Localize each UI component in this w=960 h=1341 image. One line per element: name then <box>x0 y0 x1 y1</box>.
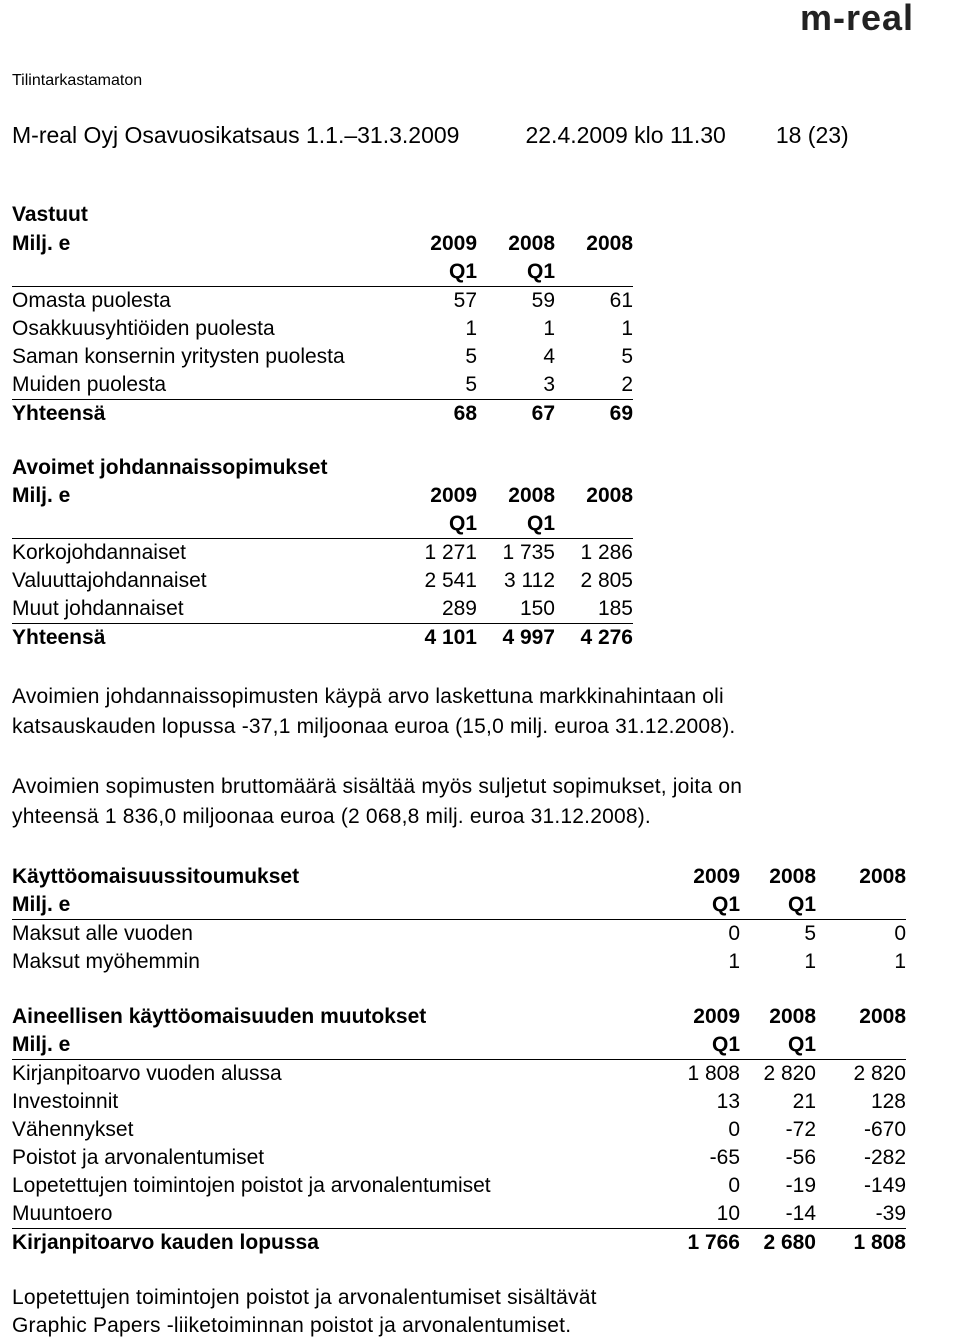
cell-value: 1 <box>804 950 816 973</box>
cell-value: 2 680 <box>763 1231 816 1254</box>
fair-value-paragraph <box>12 682 932 742</box>
cell-value: 21 <box>792 1090 816 1113</box>
total-row <box>12 624 633 653</box>
column-year: 2009 <box>430 484 477 507</box>
cell-value: -19 <box>785 1174 816 1197</box>
section-title: Käyttöomaisuussitoumukset <box>12 865 300 888</box>
unaudited-label: Tilintarkastamaton <box>12 72 143 89</box>
table-row <box>12 539 633 568</box>
cell-value: -282 <box>863 1146 906 1169</box>
table-row <box>12 1144 906 1172</box>
cell-value: 0 <box>894 922 906 945</box>
total-row <box>12 400 633 429</box>
column-quarter: Q1 <box>477 510 555 539</box>
table-row <box>12 1172 906 1200</box>
row-label: Kirjanpitoarvo vuoden alussa <box>12 1062 282 1085</box>
row-label: Poistot ja arvonalentumiset <box>12 1146 265 1169</box>
row-label: Investoinnit <box>12 1090 119 1113</box>
column-quarter: Q1 <box>740 891 816 920</box>
cell-value: 1 <box>894 950 906 973</box>
cell-value: 57 <box>453 289 477 312</box>
table-row <box>12 287 633 316</box>
cell-value: 150 <box>477 595 555 624</box>
table-row <box>12 567 633 595</box>
johdannaiset-title: Avoimet johdannaissopimukset <box>12 456 328 479</box>
table-row <box>12 948 906 976</box>
column-year: 2008 <box>769 1005 816 1028</box>
release-datetime: 22.4.2009 klo 11.30 <box>525 122 726 148</box>
row-label: Lopetettujen toimintojen poistot ja arvonalentumiset <box>12 1174 491 1197</box>
cell-value: 2 <box>555 371 633 400</box>
unit-label: Milj. e <box>12 1031 662 1060</box>
muutokset-header-row <box>12 1003 906 1031</box>
vastuut-title: Vastuut <box>12 203 88 226</box>
cell-value: 59 <box>531 289 555 312</box>
row-label: Muiden puolesta <box>12 371 402 400</box>
cell-value: -56 <box>785 1146 816 1169</box>
column-quarter <box>816 891 906 920</box>
row-label: Yhteensä <box>12 402 106 425</box>
cell-value: 69 <box>609 402 633 425</box>
row-label: Muuntoero <box>12 1200 662 1229</box>
cell-value: 128 <box>870 1090 906 1113</box>
unit-label: Milj. e <box>12 484 71 507</box>
document-title: M-real Oyj Osavuosikatsaus 1.1.–31.3.2009 <box>12 122 460 148</box>
cell-value: 13 <box>716 1090 740 1113</box>
cell-value: 1 766 <box>687 1231 740 1254</box>
row-label: Maksut alle vuoden <box>12 922 193 945</box>
cell-value: -39 <box>816 1200 906 1229</box>
column-quarter: Q1 <box>477 258 555 287</box>
unit-label: Milj. e <box>12 232 71 255</box>
cell-value: 1 808 <box>853 1231 906 1254</box>
table-row <box>12 343 633 371</box>
row-label: Vähennykset <box>12 1118 134 1141</box>
paragraph-line: Avoimien johdannaissopimusten käypä arvo laskettuna markkinahintaan oli <box>12 685 724 708</box>
table-row <box>12 1060 906 1089</box>
cell-value: 1 808 <box>687 1062 740 1085</box>
column-year: 2008 <box>508 232 555 255</box>
cell-value: -65 <box>709 1146 740 1169</box>
paragraph-line: katsauskauden lopussa -37,1 miljoonaa euroa (15,0 milj. euroa 31.12.2008). <box>12 715 736 738</box>
paragraph-line: Graphic Papers -liiketoiminnan poistot ja arvonalentumiset. <box>12 1314 572 1337</box>
cell-value: 2 541 <box>424 569 477 592</box>
paragraph-line: Avoimien sopimusten bruttomäärä sisältää myös suljetut sopimukset, joita on <box>12 775 743 798</box>
cell-value: -670 <box>863 1118 906 1141</box>
kayttoomaisuus-header-row <box>12 863 906 891</box>
row-label: Yhteensä <box>12 626 106 649</box>
column-year: 2008 <box>859 865 906 888</box>
cell-value: 3 112 <box>504 569 555 592</box>
cell-value: 4 276 <box>580 626 633 649</box>
cell-value: 1 <box>621 317 633 340</box>
cell-value: 4 <box>543 345 555 368</box>
cell-value: 1 <box>728 950 740 973</box>
row-label: Valuuttajohdannaiset <box>12 569 207 592</box>
cell-value: 1 <box>543 317 555 340</box>
row-label: Saman konsernin yritysten puolesta <box>12 345 345 368</box>
cell-value: 61 <box>609 289 633 312</box>
cell-value: 1 <box>465 317 477 340</box>
column-quarter: Q1 <box>402 258 477 287</box>
cell-value: 68 <box>453 402 477 425</box>
cell-value: -14 <box>740 1200 816 1229</box>
cell-value: 1 286 <box>580 541 633 564</box>
m-real-logo-graphic <box>800 0 956 40</box>
table-row <box>12 1200 906 1229</box>
column-quarter: Q1 <box>662 891 740 920</box>
column-quarter <box>816 1031 906 1060</box>
total-row <box>12 1229 906 1258</box>
johdannaiset-quarter-row <box>12 510 633 539</box>
cell-value: 2 805 <box>580 569 633 592</box>
discontinued-operations-note <box>12 1284 932 1340</box>
column-quarter <box>555 510 633 539</box>
m-real-logo <box>800 0 956 40</box>
johdannaiset-header-row <box>12 482 633 510</box>
cell-value: 5 <box>621 345 633 368</box>
table-row <box>12 371 633 400</box>
column-year: 2008 <box>586 484 633 507</box>
paragraph-line: Lopetettujen toimintojen poistot ja arvonalentumiset sisältävät <box>12 1286 597 1309</box>
cell-value: 0 <box>728 1118 740 1141</box>
cell-value: 2 820 <box>763 1062 816 1085</box>
johdannaiset-table <box>12 482 633 652</box>
section-title: Aineellisen käyttöomaisuuden muutokset <box>12 1005 427 1028</box>
kayttoomaisuus-table <box>12 863 906 976</box>
cell-value: 185 <box>555 595 633 624</box>
cell-value: 5 <box>465 345 477 368</box>
logo-wordmark: m-real <box>800 0 915 38</box>
column-quarter: Q1 <box>740 1031 816 1060</box>
muutokset-quarter-row <box>12 1031 906 1060</box>
column-quarter: Q1 <box>662 1031 740 1060</box>
column-year: 2009 <box>430 232 477 255</box>
paragraph-line: yhteensä 1 836,0 miljoonaa euroa (2 068,8 milj. euroa 31.12.2008). <box>12 805 651 828</box>
cell-value: 4 997 <box>502 626 555 649</box>
cell-value: -149 <box>863 1174 906 1197</box>
table-row <box>12 920 906 949</box>
row-label: Omasta puolesta <box>12 289 171 312</box>
cell-value: 0 <box>728 922 740 945</box>
cell-value: -72 <box>785 1118 816 1141</box>
gross-amount-paragraph <box>12 772 932 832</box>
column-year: 2008 <box>508 484 555 507</box>
row-label: Muut johdannaiset <box>12 595 402 624</box>
cell-value: 1 735 <box>502 541 555 564</box>
cell-value: 5 <box>402 371 477 400</box>
column-year: 2008 <box>586 232 633 255</box>
row-label: Korkojohdannaiset <box>12 541 186 564</box>
table-row <box>12 315 633 343</box>
row-label: Osakkuusyhtiöiden puolesta <box>12 317 275 340</box>
kayttoomaisuus-quarter-row <box>12 891 906 920</box>
vastuut-table <box>12 230 633 428</box>
cell-value: 289 <box>402 595 477 624</box>
row-label: Maksut myöhemmin <box>12 950 200 973</box>
table-row <box>12 595 633 624</box>
cell-value: 3 <box>477 371 555 400</box>
cell-value: 67 <box>531 402 555 425</box>
row-label: Kirjanpitoarvo kauden lopussa <box>12 1231 319 1254</box>
vastuut-header-row <box>12 230 633 258</box>
column-year: 2009 <box>693 1005 740 1028</box>
column-year: 2008 <box>859 1005 906 1028</box>
document-header <box>12 122 849 149</box>
column-year: 2008 <box>769 865 816 888</box>
cell-value: 5 <box>804 922 816 945</box>
cell-value: 0 <box>728 1174 740 1197</box>
table-row <box>12 1116 906 1144</box>
cell-value: 1 271 <box>424 541 477 564</box>
cell-value: 2 820 <box>853 1062 906 1085</box>
cell-value: 4 101 <box>424 626 477 649</box>
vastuut-quarter-row <box>12 258 633 287</box>
unit-label: Milj. e <box>12 891 662 920</box>
column-quarter <box>555 258 633 287</box>
column-quarter: Q1 <box>402 510 477 539</box>
cell-value: 10 <box>662 1200 740 1229</box>
page-number: 18 (23) <box>775 122 849 148</box>
table-row <box>12 1088 906 1116</box>
column-year: 2009 <box>693 865 740 888</box>
muutokset-table <box>12 1003 906 1257</box>
